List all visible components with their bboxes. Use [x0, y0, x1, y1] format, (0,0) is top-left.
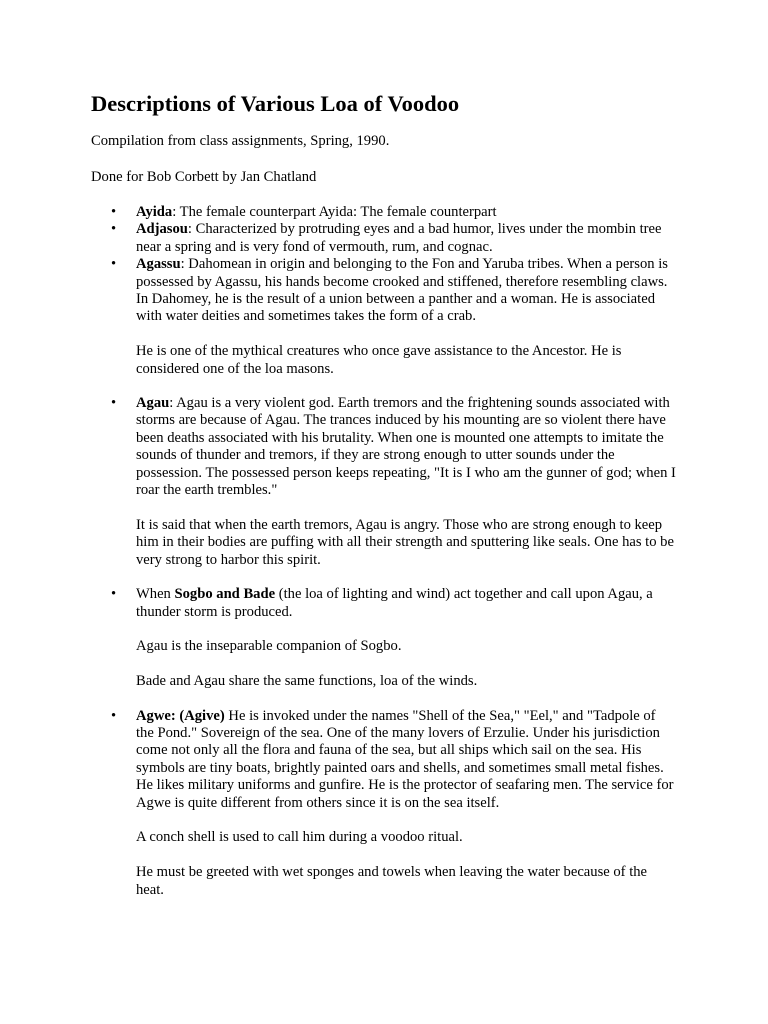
entry-paragraph: He must be greeted with wet sponges and towels when leaving the water because of the heat. [136, 864, 648, 898]
credit-line: Done for Bob Corbett by Jan Chatland [91, 169, 317, 185]
entry-lead [136, 586, 677, 621]
subtitle: Compilation from class assignments, Spring, 1990. [91, 133, 390, 149]
list-item-adjasou [0, 221, 677, 256]
list-item-agwe [0, 708, 677, 899]
entry-paragraph: It is said that when the earth tremors, Agau is angry. Those who are strong enough to keep him in their bodies are puffing with all their strength and sputtering like seals. One has to be very strong to harbor this spirit. [136, 516, 674, 568]
list-item-agassu [0, 256, 677, 378]
entry-paragraph: A conch shell is used to call him during a voodoo ritual. [136, 829, 463, 846]
entry-paragraph: He is one of the mythical creatures who once gave assistance to the Ancestor. He is considered one of the loa masons. [136, 343, 622, 377]
loa-name: Agassu [136, 256, 181, 273]
loa-name: Ayida [136, 204, 173, 220]
loa-name: Adjasou [136, 221, 188, 238]
page-title: Descriptions of Various Loa of Voodoo [91, 91, 460, 116]
entry-lead [136, 256, 677, 326]
entry-lead [136, 204, 677, 221]
entry-lead [136, 395, 677, 499]
list-item-ayida [0, 204, 677, 221]
entry-paragraph: Bade and Agau share the same functions, loa of the winds. [136, 673, 478, 690]
list-item-agau [0, 395, 677, 569]
loa-list [0, 204, 768, 899]
entry-text: : Agau is a very violent god. Earth tremors and the frightening sounds associated with storms are because of Agau. The trances induced by his mounting are so violent there have been deaths associated with his brutality. When one is mounted one attempts to imitate the sounds of thunder and tremors, if they are strong enough to utter sounds under the possession. The possessed person keeps repeating, "It is I who am the gunner of god; when I roar the earth trembles." [136, 395, 676, 499]
loa-name: Sogbo and Bade [174, 586, 276, 603]
entry-paragraph: Agau is the inseparable companion of Sogbo. [136, 638, 402, 655]
entry-text: : Characterized by protruding eyes and a bad humor, lives under the mombin tree near a spring and is very fond of vermouth, rum, and cognac. [136, 221, 662, 255]
entry-text: He is invoked under the names "Shell of the Sea," "Eel," and "Tadpole of the Pond." Sovereign of the sea. One of the many lovers of Erzulie. Under his jurisdiction come not only all the flora and fauna of the sea, but all ships which sail on the sea. His symbols are tiny boats, brightly painted oars and shells, and sometimes small metal fishes. He likes military uniforms and gunfire. He is the protector of seafaring men. The service for Agwe is quite different from others since it is on the sea itself. [136, 707, 674, 811]
loa-name: Agau [136, 395, 170, 412]
entry-lead [136, 708, 677, 812]
entry-lead [136, 221, 677, 256]
list-item-sogbo-and-bade [0, 586, 677, 690]
entry-text: : The female counterpart Ayida: The female counterpart [172, 204, 497, 220]
entry-prefix: When [136, 586, 175, 603]
entry-text: (the loa of lighting and wind) act together and call upon Agau, a thunder storm is produced. [136, 586, 653, 620]
entry-text: : Dahomean in origin and belonging to the Fon and Yaruba tribes. When a person is possessed by Agassu, his hands become crooked and stiffened, therefore resembling claws. In Dahomey, he is the result of a union between a panther and a woman. He is associated with water deities and sometimes takes the form of a crab. [136, 256, 668, 325]
loa-name: Agwe: (Agive) [136, 707, 225, 724]
